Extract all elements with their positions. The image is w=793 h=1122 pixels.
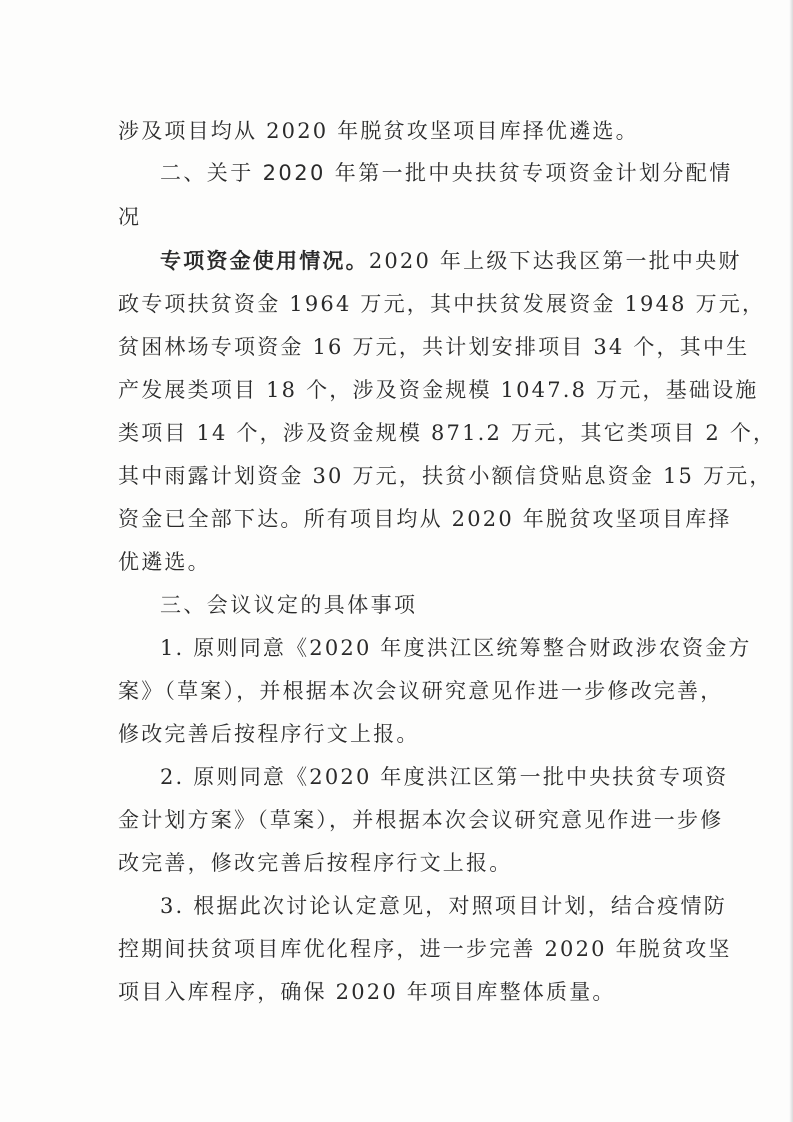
paragraph-text: 2020 年上级下达我区第一批中央财 bbox=[368, 249, 742, 273]
scan-edge-shadow bbox=[789, 0, 793, 1122]
paragraph-line: 类项目 14 个，涉及资金规模 871.2 万元，其它类项目 2 个， bbox=[118, 421, 777, 445]
list-item-2: 2. 原则同意《2020 年度洪江区第一批中央扶贫专项资 bbox=[160, 765, 729, 789]
paragraph-line bbox=[160, 246, 742, 276]
paragraph-line: 涉及项目均从 2020 年脱贫攻坚项目库择优遴选。 bbox=[118, 119, 639, 143]
list-item-2-line: 金计划方案》（草案），并根据本次会议研究意见作进一步修 bbox=[118, 808, 724, 832]
subheading-funds-usage: 专项资金使用情况。 bbox=[160, 249, 369, 273]
list-item-2-line: 改完善，修改完善后按程序行文上报。 bbox=[118, 851, 513, 875]
section-heading-three: 三、会议议定的具体事项 bbox=[160, 593, 418, 617]
list-item-1-line: 案》（草案），并根据本次会议研究意见作进一步修改完善， bbox=[118, 679, 724, 703]
list-item-1-line: 修改完善后按程序行文上报。 bbox=[118, 722, 420, 746]
list-item-3-line: 项目入库程序，确保 2020 年项目库整体质量。 bbox=[118, 980, 616, 1004]
paragraph-line: 贫困林场专项资金 16 万元，共计划安排项目 34 个，其中生 bbox=[118, 335, 750, 359]
paragraph-line: 资金已全部下达。所有项目均从 2020 年脱贫攻坚项目库择 bbox=[118, 507, 732, 531]
paragraph-line: 优遴选。 bbox=[118, 550, 211, 574]
paragraph-line: 产发展类项目 18 个，涉及资金规模 1047.8 万元，基础设施 bbox=[118, 378, 759, 402]
list-item-3-line: 控期间扶贫项目库优化程序，进一步完善 2020 年脱贫攻坚 bbox=[118, 937, 732, 961]
section-heading-two-continued: 况 bbox=[118, 205, 142, 229]
paragraph-line: 其中雨露计划资金 30 万元，扶贫小额信贷贴息资金 15 万元， bbox=[118, 464, 773, 488]
paragraph-line: 政专项扶贫资金 1964 万元，其中扶贫发展资金 1948 万元， bbox=[118, 292, 766, 316]
list-item-3: 3. 根据此次讨论认定意见，对照项目计划，结合疫情防 bbox=[160, 894, 727, 918]
list-item-1: 1. 原则同意《2020 年度洪江区统筹整合财政涉农资金方 bbox=[160, 636, 752, 660]
section-heading-two: 二、关于 2020 年第一批中央扶贫专项资金计划分配情 bbox=[160, 161, 733, 185]
